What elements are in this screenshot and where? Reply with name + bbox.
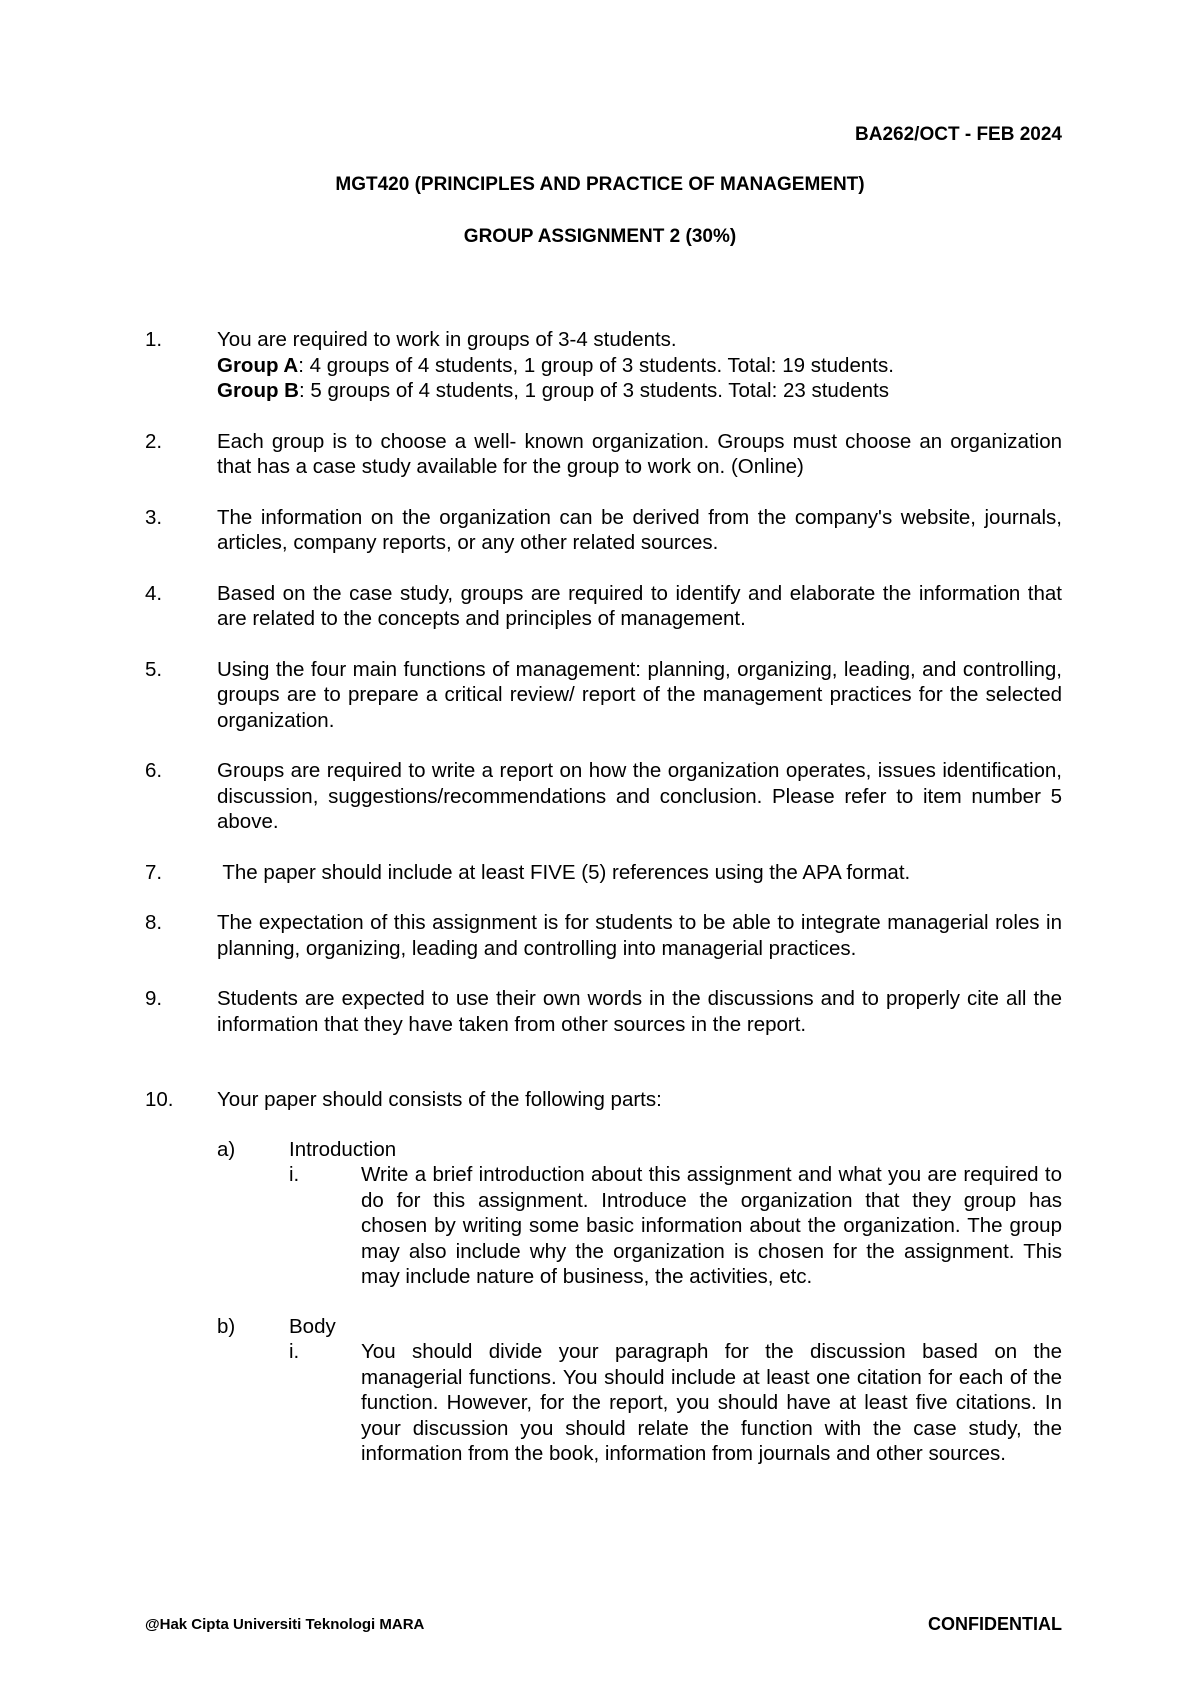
part-title: Introduction	[289, 1137, 397, 1161]
item-number: 1.	[145, 328, 163, 351]
item-text: The information on the organization can be derived from the company's website, journals, articles, company reports, or any other related sources.	[217, 505, 1062, 554]
item-text: The expectation of this assignment is for students to be able to integrate managerial roles in planning, organizing, leading and controlling into managerial practices.	[217, 911, 1062, 960]
item-text: Your paper should consists of the following parts:	[217, 1088, 662, 1111]
part-b	[145, 1314, 1062, 1467]
list-item	[145, 860, 1062, 886]
item-text: The paper should include at least FIVE (5) references using the APA format.	[217, 860, 911, 884]
assignment-title: GROUP ASSIGNMENT 2 (30%)	[463, 226, 737, 247]
part-text: Write a brief introduction about this assignment and what you are required to do for this assignment. Introduce the organization that they group has chosen by writing some basic information about the organization. The group may also include why the organization is chosen for the assignment. This may include nature of business, the activities, etc.	[361, 1163, 1062, 1288]
course-title: MGT420 (PRINCIPLES AND PRACTICE OF MANAGEMENT)	[335, 174, 865, 195]
part-title: Body	[289, 1314, 336, 1338]
list-item	[145, 429, 1062, 480]
part-letter: a)	[217, 1137, 236, 1161]
part-a	[145, 1137, 1062, 1290]
item-number: 10.	[145, 1088, 174, 1111]
item-text: Students are expected to use their own words in the discussions and to properly cite all the information that they have taken from other sources in the report.	[217, 987, 1062, 1036]
item-number: 8.	[145, 911, 163, 934]
list-item	[145, 986, 1062, 1037]
roman-numeral: i.	[289, 1163, 300, 1186]
item-text: Based on the case study, groups are required to identify and elaborate the information that are related to the concepts and principles of management.	[217, 581, 1062, 630]
list-item	[145, 327, 1062, 404]
item-number: 5.	[145, 657, 163, 681]
item-number: 4.	[145, 581, 163, 605]
list-item	[145, 1087, 1062, 1113]
item-text: You are required to work in groups of 3-4 students.	[217, 328, 677, 351]
item-number: 7.	[145, 860, 163, 884]
instruction-list	[145, 327, 1062, 1467]
group-b-line	[217, 378, 1062, 404]
group-a-label: Group A	[217, 353, 299, 377]
item-text: Using the four main functions of management: planning, organizing, leading, and controlling, groups are to prepare a critical review/ report of the management practices for the selected organization.	[217, 657, 1062, 732]
confidential-label: CONFIDENTIAL	[928, 1614, 1062, 1634]
group-b-label: Group B	[217, 379, 299, 402]
item-number: 3.	[145, 505, 163, 529]
list-item	[145, 758, 1062, 835]
item-number: 6.	[145, 759, 163, 782]
roman-numeral: i.	[289, 1340, 300, 1363]
list-item	[145, 910, 1062, 961]
group-a-line	[217, 353, 1062, 379]
list-item	[145, 505, 1062, 556]
item-number: 9.	[145, 987, 163, 1010]
part-text: You should divide your paragraph for the discussion based on the managerial functions. You should include at least one citation for each of the function. However, for the report, you should have at least five citations. In your discussion you should relate the function with the case study, the information from the book, information from journals and other sources.	[361, 1340, 1062, 1465]
group-a-text: : 4 groups of 4 students, 1 group of 3 students. Total: 19 students.	[298, 353, 894, 377]
group-b-text: : 5 groups of 4 students, 1 group of 3 students. Total: 23 students	[299, 379, 889, 402]
copyright-footer: @Hak Cipta Universiti Teknologi MARA	[145, 1616, 425, 1633]
list-item	[145, 581, 1062, 632]
list-item	[145, 657, 1062, 734]
document-code: BA262/OCT - FEB 2024	[855, 124, 1062, 145]
item-text: Groups are required to write a report on how the organization operates, issues identification, discussion, suggestions/recommendations and conclusion. Please refer to item number 5 above.	[217, 759, 1062, 833]
item-text: Each group is to choose a well- known organization. Groups must choose an organization that has a case study available for the group to work on. (Online)	[217, 429, 1062, 478]
item-number: 2.	[145, 429, 163, 453]
part-letter: b)	[217, 1314, 236, 1338]
